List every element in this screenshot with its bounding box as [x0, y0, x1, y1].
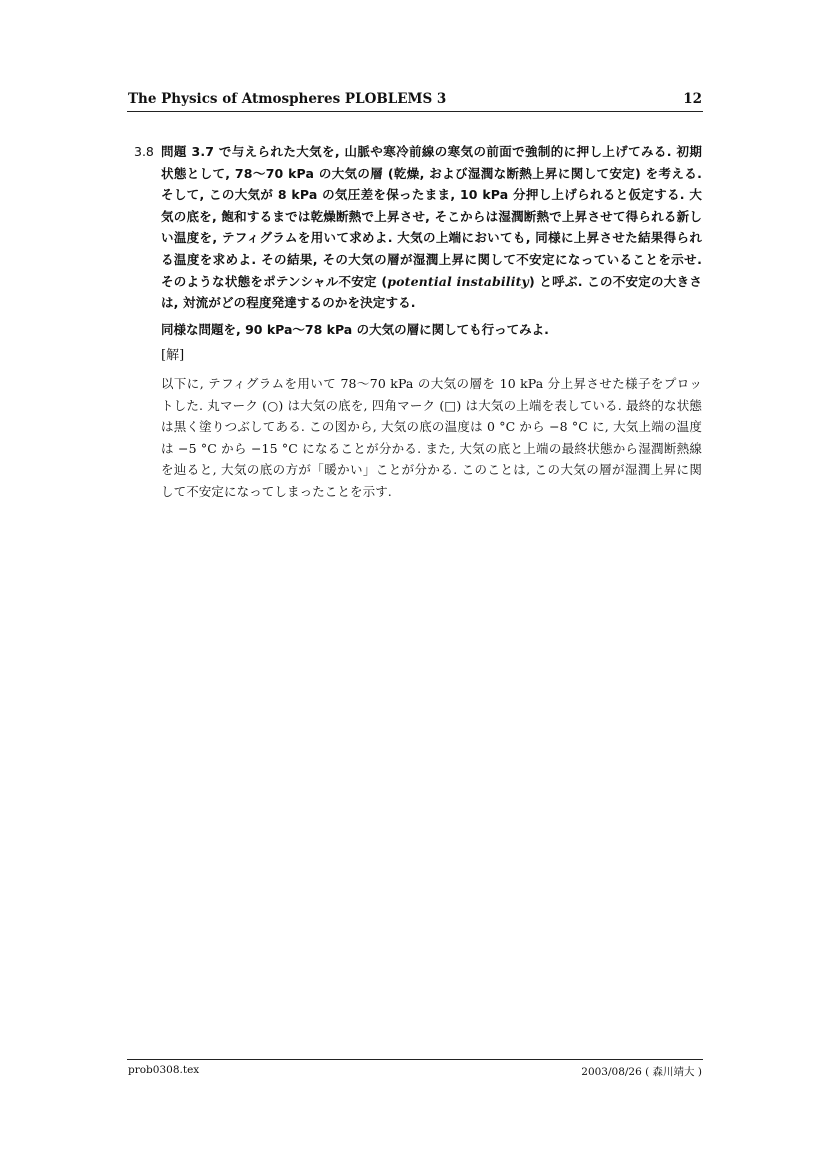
problem-body	[161, 141, 702, 503]
header-divider	[127, 111, 703, 112]
problem-block	[134, 141, 702, 503]
answer-label: [解]	[161, 348, 185, 364]
header-title: The Physics of Atmospheres PLOBLEMS 3	[128, 91, 447, 107]
statement-text-2: ) と呼ぶ. この不安定の大きさは, 対流がどの程度発達するのかを決定する.	[161, 273, 702, 311]
footer-divider	[127, 1059, 703, 1060]
problem-number: 3.8	[134, 144, 154, 159]
problem-followup: 同様な問題を, 90 kPa〜78 kPa の大気の層に関しても行ってみよ.	[161, 321, 549, 337]
footer-filename: prob0308.tex	[128, 1064, 200, 1076]
statement-term: potential instability	[387, 273, 529, 289]
page-number: 12	[683, 91, 702, 107]
footer-date-author: 2003/08/26 ( 森川靖大 )	[581, 1066, 702, 1078]
page-header	[128, 91, 702, 107]
page-footer	[128, 1064, 702, 1079]
statement-text-1: 問題 3.7 で与えられた大気を, 山脈や寒冷前線の寒気の前面で強制的に押し上げてみる. 初期状態として, 78〜70 kPa の大気の層 (乾燥, および湿潤な断熱上昇に関して安定) を考える. そして, この大気が 8 kPa の気圧差を保ったまま, 10 kPa 分押し上げられると仮定する. 大気の底を, 飽和するまでは乾燥断熱で上昇させ, そこからは湿潤断熱で上昇させて得られる新しい温度を, テフィグラムを用いて求めよ. 大気の上端においても, 同様に上昇させた結果得られる温度を求めよ. その結果, その大気の層が湿潤上昇に関して不安定になっていることを示せ. そのような状態をポテンシャル不安定 (	[161, 144, 702, 289]
answer-text: 以下に, テフィグラムを用いて 78〜70 kPa の大気の層を 10 kPa 分上昇させた様子をプロットした. 丸マーク (○) は大気の底を, 四角マーク (□) は大気の上端を表している. 最終的な状態は黒く塗りつぶしてある. この図から, 大気の底の温度は 0 °C から −8 °C に, 大気上端の温度は −5 °C から −15 °C になることが分かる. また, 大気の底と上端の最終状態から湿潤断熱線を辿ると, 大気の底の方が「暖かい」ことが分かる. このことは, この大気の層が湿潤上昇に関して不安定になってしまったことを示す.	[161, 375, 702, 499]
problem-statement	[161, 141, 702, 314]
